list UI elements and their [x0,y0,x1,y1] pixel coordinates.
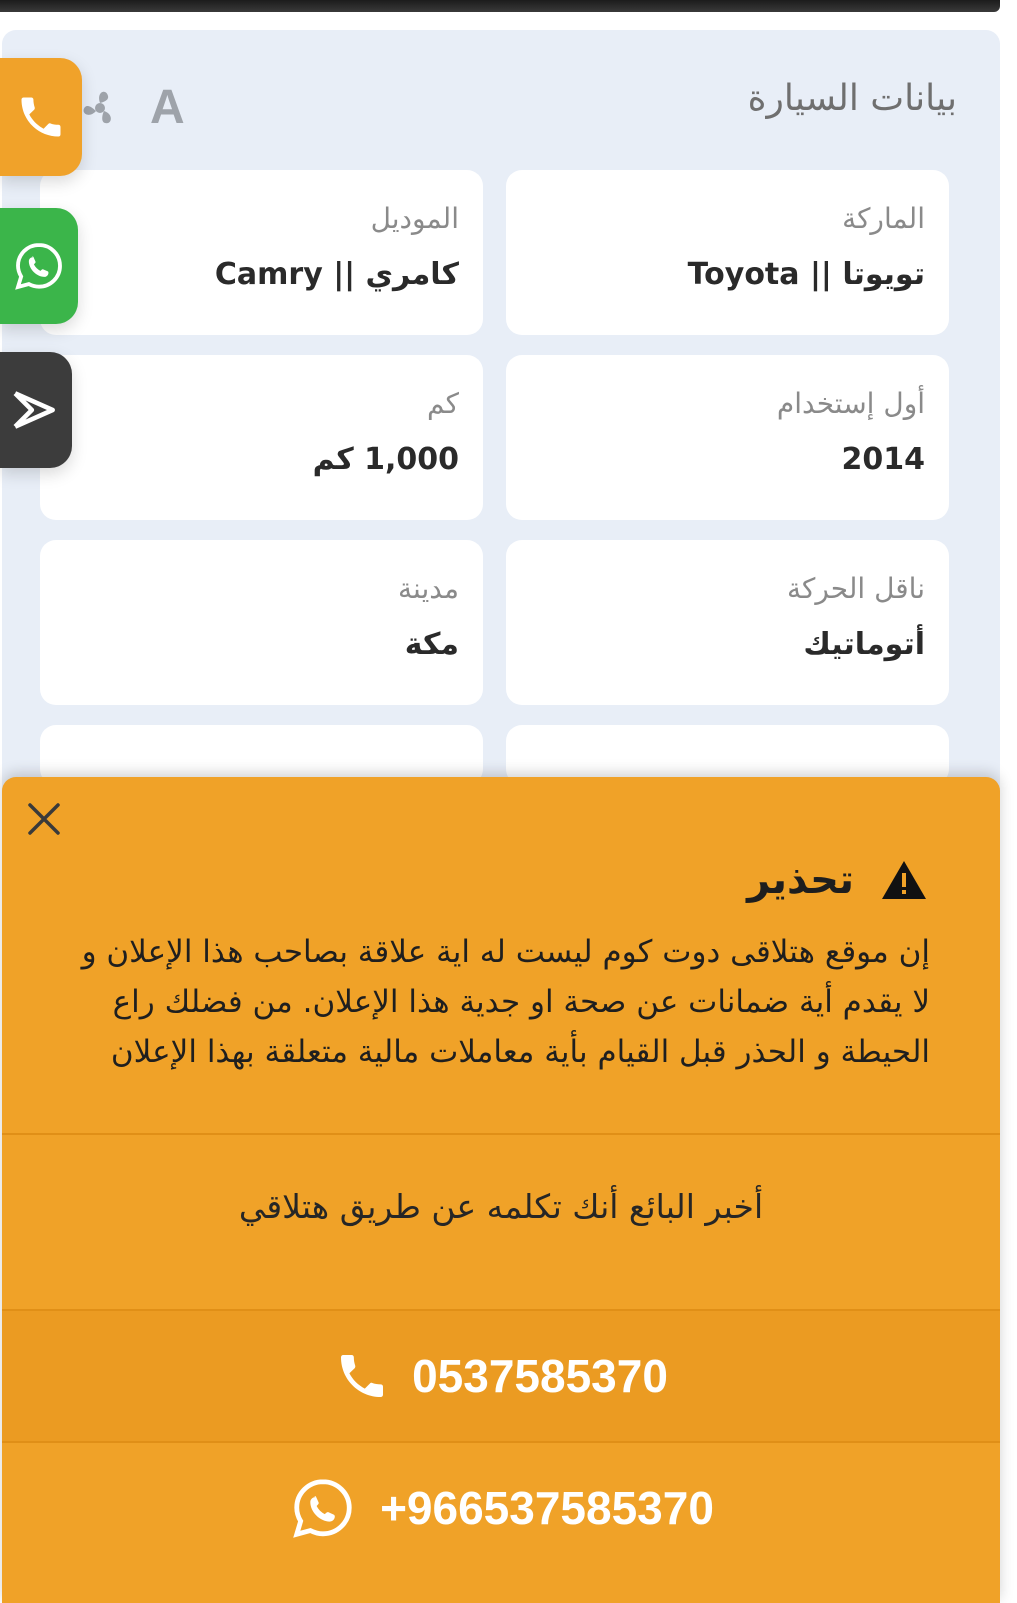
whatsapp-icon [11,238,67,294]
card-label: أول إستخدام [776,387,925,420]
card-partial [40,725,483,785]
card-label: ناقل الحركة [787,572,925,605]
whatsapp-number-button[interactable] [2,1443,1000,1573]
card-brand [506,170,949,335]
close-icon [24,799,64,839]
card-label: الموديل [370,202,459,235]
card-first-use [506,355,949,520]
card-value: تويوتا || Toyota [687,257,925,292]
warning-triangle-icon [880,859,928,901]
share-icon [11,385,61,435]
card-label: مدينة [398,572,459,605]
card-value: مكة [404,627,459,662]
whatsapp-number: +966537585370 [380,1482,714,1534]
phone-icon [15,91,67,143]
warning-header [747,857,928,903]
card-value: كامري || Camry [214,257,459,292]
panel-title: بيانات السيارة [747,78,957,119]
warning-sheet [2,777,1000,1603]
card-city [40,540,483,705]
call-number-button[interactable] [2,1311,1000,1441]
title-icons [76,80,185,135]
card-model [40,170,483,335]
phone-icon [334,1348,390,1404]
phone-number: 0537585370 [412,1350,668,1402]
warning-title: تحذير [747,857,854,903]
card-km [40,355,483,520]
divider [2,1133,1000,1135]
warning-text: إن موقع هتلاقى دوت كوم ليست له اية علاقة بصاحب هذا الإعلان و لا يقدم أية ضمانات عن صحة او جدية هذا الإعلان. من فضلك راع الحيطة و الحذر قبل القيام بأية معاملات مالية متعلقة بهذا الإعلان [81,934,930,1070]
card-value: أتوماتيك [803,627,925,662]
close-button[interactable] [24,799,64,839]
card-label: الماركة [842,202,925,235]
whatsapp-side-button[interactable] [0,208,78,324]
top-image-edge [0,0,1000,12]
share-side-button[interactable] [0,352,72,468]
transmission-a-icon: A [150,81,185,134]
card-value: 2014 [841,442,925,477]
card-partial [506,725,949,785]
call-side-button[interactable] [0,58,82,176]
whatsapp-icon [288,1473,358,1543]
tell-seller-text: أخبر البائع أنك تكلمه عن طريق هتلاقي [238,1187,764,1226]
fan-icon [76,84,124,132]
card-label: كم [427,387,459,420]
card-transmission [506,540,949,705]
card-value: 1,000 كم [312,442,459,477]
